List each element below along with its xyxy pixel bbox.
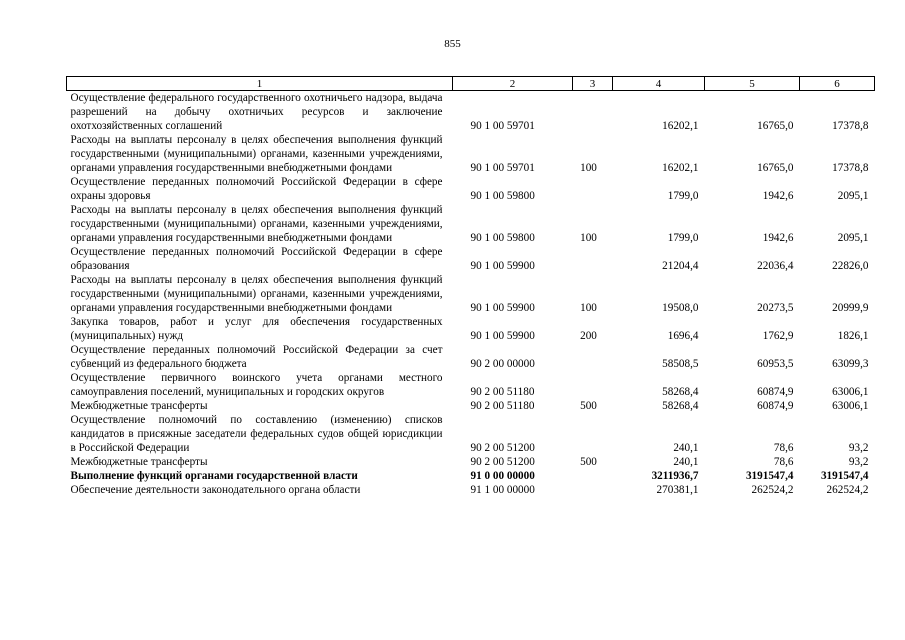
row-amount-year-1-cell: 1799,0 bbox=[667, 232, 699, 244]
row-amount-year-1-cell: 58508,5 bbox=[662, 358, 699, 370]
row-amount-year-3-cell: 20999,9 bbox=[832, 302, 869, 314]
table-header bbox=[67, 77, 875, 91]
row-name-cell: Осуществление полномочий по составлению (изменению) списков кандидатов в присяжные заседатели федеральных судов общей юрисдикции в Российской Федерации bbox=[70, 414, 443, 454]
table-row bbox=[67, 343, 875, 371]
row-amount-year-3-cell: 1826,1 bbox=[837, 330, 869, 342]
row-code-cell: 91 0 00 00000 bbox=[470, 470, 535, 482]
row-expense-type-cell bbox=[573, 413, 613, 455]
table-row bbox=[67, 315, 875, 343]
table-row bbox=[67, 273, 875, 315]
row-amount-year-3-cell: 63099,3 bbox=[832, 358, 869, 370]
page-number: 855 bbox=[444, 38, 461, 50]
table-row bbox=[67, 203, 875, 245]
row-name-cell: Осуществление переданных полномочий Российской Федерации в сфере образования bbox=[70, 246, 443, 272]
row-amount-year-1-cell: 58268,4 bbox=[662, 400, 699, 412]
row-amount-year-3-cell: 63006,1 bbox=[832, 386, 869, 398]
row-amount-year-3-cell: 2095,1 bbox=[837, 232, 869, 244]
row-amount-year-3-cell: 17378,8 bbox=[832, 120, 869, 132]
row-amount-year-1-cell: 19508,0 bbox=[662, 302, 699, 314]
row-amount-year-1-cell: 3211936,7 bbox=[651, 470, 699, 482]
table-row bbox=[67, 175, 875, 203]
column-header-year-2: 5 bbox=[705, 77, 800, 91]
row-amount-year-1-cell: 1696,4 bbox=[667, 330, 699, 342]
row-expense-type-cell: 200 bbox=[580, 330, 597, 342]
row-amount-year-1-cell: 16202,1 bbox=[662, 120, 699, 132]
row-expense-type-cell bbox=[573, 245, 613, 273]
row-expense-type-cell bbox=[573, 343, 613, 371]
row-name-cell: Обеспечение деятельности законодательного органа области bbox=[70, 484, 361, 496]
row-amount-year-2-cell: 262524,2 bbox=[751, 484, 794, 496]
row-code-cell: 90 1 00 59800 bbox=[470, 232, 535, 244]
row-amount-year-3-cell: 93,2 bbox=[848, 456, 869, 468]
column-header-code: 2 bbox=[453, 77, 573, 91]
table-row bbox=[67, 469, 875, 483]
row-code-cell: 90 2 00 51200 bbox=[470, 456, 535, 468]
table-row bbox=[67, 371, 875, 399]
row-expense-type-cell: 500 bbox=[580, 400, 597, 412]
row-code-cell: 90 1 00 59701 bbox=[470, 120, 535, 132]
table-row bbox=[67, 483, 875, 497]
row-amount-year-3-cell: 93,2 bbox=[848, 442, 869, 454]
column-header-type: 3 bbox=[573, 77, 613, 91]
row-amount-year-2-cell: 1762,9 bbox=[762, 330, 794, 342]
row-code-cell: 90 1 00 59800 bbox=[470, 190, 535, 202]
table-row bbox=[67, 245, 875, 273]
row-amount-year-1-cell: 16202,1 bbox=[662, 162, 699, 174]
table-body bbox=[67, 91, 875, 498]
row-amount-year-3-cell: 17378,8 bbox=[832, 162, 869, 174]
row-code-cell: 90 1 00 59701 bbox=[470, 162, 535, 174]
table-row bbox=[67, 413, 875, 455]
row-amount-year-3-cell: 262524,2 bbox=[826, 484, 869, 496]
row-amount-year-1-cell: 21204,4 bbox=[662, 260, 699, 272]
row-code-cell: 91 1 00 00000 bbox=[470, 484, 535, 496]
row-name-cell: Межбюджетные трансферты bbox=[70, 400, 208, 412]
row-amount-year-3-cell: 3191547,4 bbox=[820, 470, 869, 482]
row-code-cell: 90 2 00 51180 bbox=[470, 386, 535, 398]
row-expense-type-cell: 100 bbox=[580, 232, 597, 244]
row-amount-year-2-cell: 3191547,4 bbox=[745, 470, 794, 482]
row-name-cell: Расходы на выплаты персоналу в целях обеспечения выполнения функций государственными (муниципальными) органами, казенными учреждениями, органами управления государственными внебюджетными фондами bbox=[70, 274, 443, 314]
row-name-cell: Осуществление переданных полномочий Российской Федерации в сфере охраны здоровья bbox=[70, 176, 443, 202]
row-code-cell: 90 1 00 59900 bbox=[470, 330, 535, 342]
row-name-cell: Закупка товаров, работ и услуг для обеспечения государственных (муниципальных) нужд bbox=[70, 316, 443, 342]
row-expense-type-cell bbox=[573, 175, 613, 203]
budget-table bbox=[66, 76, 875, 497]
row-name-cell: Осуществление первичного воинского учета органами местного самоуправления поселений, муниципальных и городских округов bbox=[70, 372, 443, 398]
row-amount-year-1-cell: 240,1 bbox=[673, 456, 699, 468]
row-amount-year-1-cell: 270381,1 bbox=[656, 484, 699, 496]
row-amount-year-2-cell: 20273,5 bbox=[757, 302, 794, 314]
row-expense-type-cell: 100 bbox=[580, 302, 597, 314]
table-row bbox=[67, 133, 875, 175]
row-code-cell: 90 2 00 51180 bbox=[470, 400, 535, 412]
row-expense-type-cell: 100 bbox=[580, 162, 597, 174]
row-expense-type-cell bbox=[573, 371, 613, 399]
row-amount-year-2-cell: 60953,5 bbox=[757, 358, 794, 370]
table-row bbox=[67, 455, 875, 469]
row-amount-year-2-cell: 1942,6 bbox=[762, 190, 794, 202]
row-expense-type-cell bbox=[573, 469, 613, 483]
row-amount-year-1-cell: 240,1 bbox=[673, 442, 699, 454]
row-amount-year-1-cell: 58268,4 bbox=[662, 386, 699, 398]
row-amount-year-1-cell: 1799,0 bbox=[667, 190, 699, 202]
row-amount-year-2-cell: 78,6 bbox=[773, 442, 794, 454]
row-expense-type-cell bbox=[573, 483, 613, 497]
row-expense-type-cell: 500 bbox=[580, 456, 597, 468]
header-row bbox=[67, 77, 875, 91]
row-amount-year-2-cell: 60874,9 bbox=[757, 400, 794, 412]
row-name-cell: Расходы на выплаты персоналу в целях обеспечения выполнения функций государственными (муниципальными) органами, казенными учреждениями, органами управления государственными внебюджетными фондами bbox=[70, 134, 443, 174]
row-amount-year-3-cell: 22826,0 bbox=[832, 260, 869, 272]
row-amount-year-2-cell: 16765,0 bbox=[757, 120, 794, 132]
row-name-cell: Осуществление федерального государственного охотничьего надзора, выдача разрешений на добычу охотничьих ресурсов и заключение охотхозяйственных соглашений bbox=[70, 92, 443, 132]
row-code-cell: 90 2 00 51200 bbox=[470, 442, 535, 454]
table-row bbox=[67, 91, 875, 134]
row-amount-year-2-cell: 60874,9 bbox=[757, 386, 794, 398]
column-header-name: 1 bbox=[67, 77, 453, 91]
row-amount-year-2-cell: 78,6 bbox=[773, 456, 794, 468]
row-name-cell: Расходы на выплаты персоналу в целях обеспечения выполнения функций государственными (муниципальными) органами, казенными учреждениями, органами управления государственными внебюджетными фондами bbox=[70, 204, 443, 244]
row-code-cell: 90 1 00 59900 bbox=[470, 302, 535, 314]
table-row bbox=[67, 399, 875, 413]
row-expense-type-cell bbox=[573, 91, 613, 134]
row-amount-year-3-cell: 63006,1 bbox=[832, 400, 869, 412]
column-header-year-1: 4 bbox=[613, 77, 705, 91]
row-code-cell: 90 2 00 00000 bbox=[470, 358, 535, 370]
row-amount-year-2-cell: 22036,4 bbox=[757, 260, 794, 272]
row-name-cell: Осуществление переданных полномочий Российской Федерации за счет субвенций из федерального бюджета bbox=[70, 344, 443, 370]
column-header-year-3: 6 bbox=[800, 77, 875, 91]
row-amount-year-3-cell: 2095,1 bbox=[837, 190, 869, 202]
row-code-cell: 90 1 00 59900 bbox=[470, 260, 535, 272]
row-name-cell: Межбюджетные трансферты bbox=[70, 456, 208, 468]
row-amount-year-2-cell: 16765,0 bbox=[757, 162, 794, 174]
row-name-cell: Выполнение функций органами государственной власти bbox=[70, 470, 358, 482]
row-amount-year-2-cell: 1942,6 bbox=[762, 232, 794, 244]
